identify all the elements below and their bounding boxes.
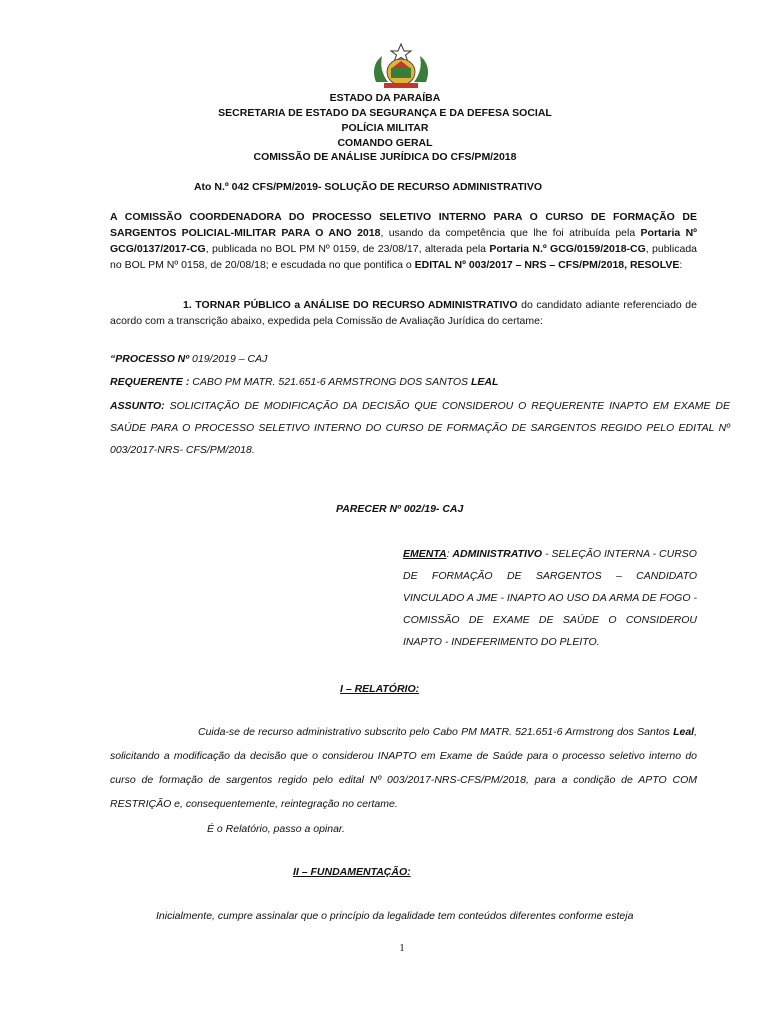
process-label: “PROCESSO Nº [110, 353, 190, 365]
ementa-paragraph [403, 543, 697, 653]
header-policia: POLÍCIA MILITAR [341, 122, 429, 134]
assunto-value: SOLICITAÇÃO DE MODIFICAÇÃO DA DECISÃO QUE CONSIDEROU O REQUERENTE INAPTO EM EXAME DE SAÚDE PARA O PROCESSO SELETIVO INTERNO DO CURSO DE FORMAÇÃO DE SARGENTOS REGIDO PELO EDITAL Nº 003/2017-NRS- CFS/PM/2018. [110, 400, 730, 456]
process-line [110, 353, 267, 365]
intro-text-3: , publicada no BOL PM Nº 0158, de 20/08/18; e escudada no que pontifica o [110, 243, 697, 271]
ementa-bold: ADMINISTRATIVO [452, 548, 543, 560]
ementa-label: EMENTA [403, 548, 447, 560]
item-1-paragraph [110, 297, 697, 329]
requerente-bold: LEAL [470, 376, 499, 388]
intro-text-2: , publicada no BOL PM Nº 0159, de 23/08/17, alterada pela [205, 243, 490, 255]
relatorio-text-2: , solicitando a modificação da decisão que o considerou INAPTO em Exame de Saúde para o processo seletivo interno do curso de formação de sargentos regido pelo edital Nº 003/2017-NRS-CFS/PM/2018, para a condição de APTO COM RESTRIÇÃO e, consequentemente, reintegração no certame. [110, 726, 697, 810]
relatorio-text-1: Cuida-se de recurso administrativo subscrito pelo Cabo PM MATR. 521.651-6 Armstrong dos Santos [198, 726, 674, 738]
header-comissao: COMISSÃO DE ANÁLISE JURÍDICA DO CFS/PM/2018 [253, 151, 517, 163]
item-1-text: do candidato adiante referenciado de acordo com a transcrição abaixo, expedida pela Comissão de Avaliação Jurídica do certame: [110, 299, 697, 327]
ementa-text: - SELEÇÃO INTERNA - CURSO DE FORMAÇÃO DE SARGENTOS – CANDIDATO VINCULADO A JME - INAPTO AO USO DA ARMA DE FOGO - COMISSÃO DE EXAME DE SAÚDE O CONSIDEROU INAPTO - INDEFERIMENTO DO PLEITO. [403, 548, 697, 648]
intro-colon: : [679, 259, 683, 271]
intro-portaria-2: Portaria N.º GCG/0159/2018-CG [489, 243, 646, 255]
page-number: 1 [399, 942, 405, 954]
header-state: ESTADO DA PARAÍBA [329, 92, 441, 104]
intro-commission: A COMISSÃO COORDENADORA DO PROCESSO SELETIVO INTERNO PARA O CURSO DE FORMAÇÃO DE SARGENTOS POLICIAL-MILITAR PARA O ANO 2018 [110, 211, 697, 239]
process-value: 019/2019 – CAJ [189, 353, 268, 365]
state-crest-icon [370, 42, 432, 90]
fundamentacao-text: Inicialmente, cumpre assinalar que o princípio da legalidade tem conteúdos diferentes conforme esteja [156, 910, 634, 922]
assunto-label: ASSUNTO: [110, 400, 165, 412]
header-comando: COMANDO GERAL [337, 137, 433, 149]
relatorio-closing: É o Relatório, passo a opinar. [207, 823, 345, 835]
requerente-value: CABO PM MATR. 521.651-6 ARMSTRONG DOS SANTOS [189, 376, 471, 388]
intro-paragraph [110, 209, 697, 273]
fundamentacao-heading: II – FUNDAMENTAÇÃO: [293, 866, 411, 878]
intro-edital: EDITAL Nº 003/2017 – NRS – CFS/PM/2018, RESOLVE [414, 259, 680, 271]
requerente-line [110, 376, 498, 388]
relatorio-paragraph [110, 720, 697, 816]
relatorio-heading: I – RELATÓRIO: [340, 683, 420, 695]
assunto-paragraph [110, 395, 730, 461]
intro-portaria-1: Portaria Nº GCG/0137/2017-CG [110, 227, 698, 255]
header-secretaria: SECRETARIA DE ESTADO DA SEGURANÇA E DA DEFESA SOCIAL [218, 107, 552, 119]
parecer-title: PARECER Nº 002/19- CAJ [336, 503, 464, 515]
relatorio-bold: Leal [673, 726, 695, 738]
intro-text-1: , usando da competência que lhe foi atribuída pela [380, 227, 641, 239]
act-title: Ato N.º 042 CFS/PM/2019- SOLUÇÃO DE RECURSO ADMINISTRATIVO [193, 181, 543, 193]
requerente-label: REQUERENTE : [110, 376, 190, 388]
ementa-colon: : [446, 548, 453, 560]
item-1-bold: 1. TORNAR PÚBLICO a ANÁLISE DO RECURSO ADMINISTRATIVO [183, 299, 518, 311]
